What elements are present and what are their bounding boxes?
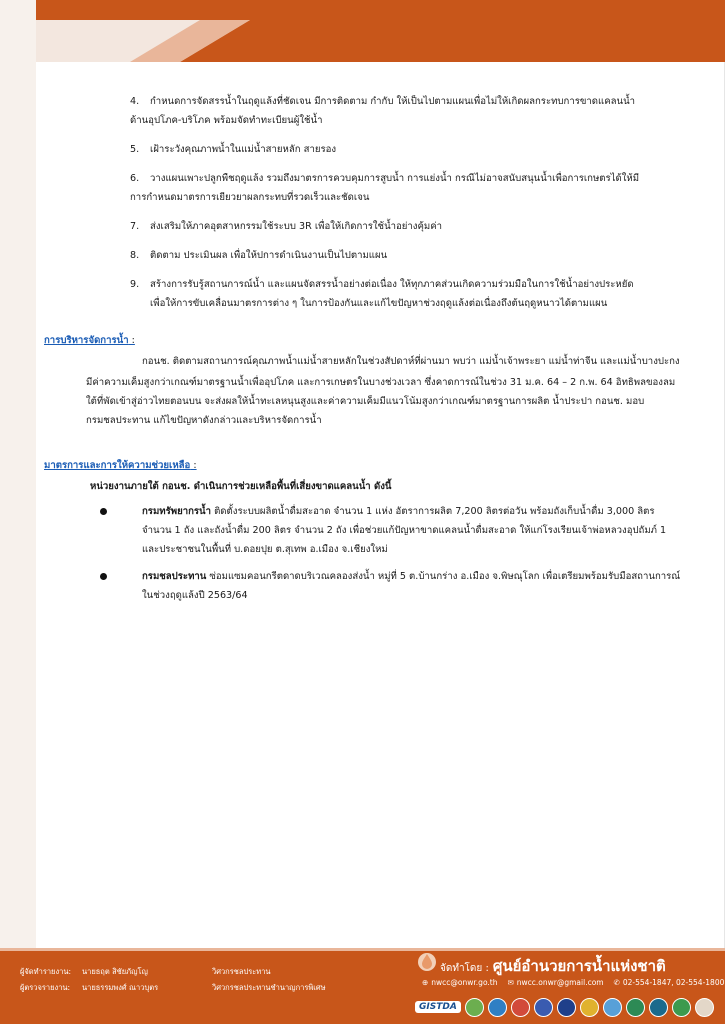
water-management-paragraph-cont: มีค่าความเค็มสูงกว่าเกณฑ์มาตรฐานน้ำเพื่ออุปโภค และการเกษตรในบางช่วงเวลา ซึ่งคาดการณ์ในช่วง 31 ม.ค. 64 – 2 ก.พ. 64 อิทธิพลของลมใต้ที่พัดเข้าสู่อ่าวไทยตอนบน จะส่งผลให้น้ำทะเลหนุนสูงและค่าความเค็มมีแนวโน้มสูงกว่าเกณฑ์มาตรฐานการผลิต น้ำประปา กอนช. มอบกรมชลประทาน แก้ไขปัญหาดังกล่าวและบริหารจัดการน้ำ	[86, 377, 676, 426]
measure-item	[44, 275, 684, 313]
item-text: วางแผนเพาะปลูกพืชฤดูแล้ง รวมถึงมาตรการควบคุมการสูบน้ำ การแย่งน้ำ กรณีไม่อาจสนับสนุนน้ำเพื่อการเกษตรได้ให้มี	[150, 173, 640, 184]
measure-item	[44, 246, 684, 265]
partner-logo-icon	[695, 998, 714, 1017]
document-body	[44, 92, 684, 605]
bullet-text: ซ่อมแซมคอนกรีตดาดบริเวณคลองส่งน้ำ หมู่ที่ 5 ต.บ้านกร่าง อ.เมือง จ.พิษณุโลก เพื่อเตรียมพร้อมรับมือสถานการณ์ในช่วงฤดูแล้งปี 2563/64	[142, 571, 681, 601]
partner-logo-icon	[488, 998, 507, 1017]
measure-item	[44, 140, 684, 159]
page-footer	[0, 948, 725, 1024]
item-number: 6.	[130, 173, 140, 184]
credit-row-preparer: ผู้จัดทำรายงาน: นายธฤต สิชัยภัญโญ วิศวกรชลประทาน	[20, 967, 271, 976]
partner-logo-icon	[649, 998, 668, 1017]
agency-name: กรมชลประทาน	[142, 571, 207, 582]
item-number: 7.	[130, 221, 140, 232]
item-text: ติดตาม ประเมินผล เพื่อให้ปการดำเนินงานเป็นไปตามแผน	[150, 250, 388, 261]
header-band	[0, 0, 725, 62]
measure-item	[44, 92, 684, 130]
partner-logo-icon	[511, 998, 530, 1017]
assistance-bullets	[44, 502, 684, 605]
partner-logo-icon	[465, 998, 484, 1017]
section-heading-water-management[interactable]: การบริหารจัดการน้ำ :	[44, 335, 135, 346]
left-margin-strip	[0, 0, 36, 948]
contact-email-2[interactable]: ✉ nwcc.onwr@gmail.com	[507, 978, 604, 987]
mail-icon: ✉	[507, 978, 514, 987]
item-text: สร้างการรับรู้สถานการณ์น้ำ และแผนจัดสรรน้ำอย่างต่อเนื่อง ให้ทุกภาคส่วนเกิดความร่วมมือในการใช้น้ำอย่างประหยัด	[150, 279, 634, 290]
partner-logo-icon	[557, 998, 576, 1017]
partner-logo-icon	[534, 998, 553, 1017]
bullet-dot-icon	[100, 508, 107, 515]
item-text-continued: ด้านอุปโภค-บริโภค พร้อมจัดทำทะเบียนผู้ใช้น้ำ	[130, 115, 323, 126]
globe-icon: ⊕	[422, 978, 429, 987]
water-drop-logo-icon	[416, 950, 438, 972]
item-text: ส่งเสริมให้ภาคอุตสาหกรรมใช้ระบบ 3R เพื่อให้เกิดการใช้น้ำอย่างคุ้มค่า	[150, 221, 443, 232]
partner-logo-icon	[580, 998, 599, 1017]
assistance-bullet-item	[44, 567, 684, 605]
gistda-logo: GISTDA	[415, 1001, 461, 1013]
item-number: 9.	[130, 279, 140, 290]
partner-logo-icon	[603, 998, 622, 1017]
item-number: 4.	[130, 96, 140, 107]
bullet-text: ติดตั้งระบบผลิตน้ำดื่มสะอาด จำนวน 1 แห่ง อัตราการผลิต 7,200 ลิตรต่อวัน พร้อมถังเก็บน้ำดื่ม 3,000 ลิตร จำนวน 1 ถัง และถังน้ำดื่ม 200 ลิตร จำนวน 2 ถัง เพื่อช่วยแก้ปัญหาขาดแคลนน้ำดื่มสะอาด ให้แก่โรงเรียนเจ้าพ่อหลวงอุปถัมภ์ 1 และประชาชนในพื้นที่ บ.ดอยปุย ต.สุเทพ อ.เมือง จ.เชียงใหม่	[142, 506, 667, 555]
water-management-paragraph: กอนช. ติดตามสถานการณ์คุณภาพน้ำแม่น้ำสายหลักในช่วงสัปดาห์ที่ผ่านมา พบว่า แม่น้ำเจ้าพระยา แม่น้ำท่าจีน และแม่น้ำบางปะกง	[142, 356, 680, 367]
partner-logo-icon	[626, 998, 645, 1017]
phone-icon: ✆	[613, 978, 620, 987]
footer-credits	[20, 964, 326, 996]
assistance-bullet-item	[44, 502, 684, 559]
measure-item	[44, 169, 684, 207]
item-text: กำหนดการจัดสรรน้ำในฤดูแล้งที่ชัดเจน มีการติดตาม กำกับ ให้เป็นไปตามแผนเพื่อไม่ให้เกิดผลกระทบการขาดแคลนน้ำ	[150, 96, 636, 107]
contact-email-1[interactable]: ⊕ nwcc@onwr.go.th	[422, 978, 498, 987]
assistance-subheading: หน่วยงานภายใต้ กอนช. ดำเนินการช่วยเหลือพื้นที่เสี่ยงขาดแคลนน้ำ ดังนี้	[90, 481, 392, 492]
item-number: 8.	[130, 250, 140, 261]
measure-item	[44, 217, 684, 236]
item-number: 5.	[130, 144, 140, 155]
measures-list	[44, 92, 684, 313]
item-text-continued: การกำหนดมาตรการเยียวยาผลกระทบที่รวดเร็วและชัดเจน	[130, 192, 370, 203]
item-text: เฝ้าระวังคุณภาพน้ำในแม่น้ำสายหลัก สายรอง	[150, 144, 337, 155]
item-text-continued: เพื่อให้การขับเคลื่อนมาตรการต่าง ๆ ในการป้องกันและแก้ไขปัญหาช่วงฤดูแล้งต่อเนื่องถึงต้นฤดูหนาวได้ตามแผน	[150, 298, 608, 309]
org-title: จัดทำโดย : ศูนย์อำนวยการน้ำแห่งชาติ	[440, 957, 666, 975]
section-heading-assistance[interactable]: มาตรการและการให้ความช่วยเหลือ :	[44, 460, 197, 471]
agency-name: กรมทรัพยากรน้ำ	[142, 506, 212, 517]
contact-phone[interactable]: ✆ 02-554-1847, 02-554-1800	[613, 978, 725, 987]
contact-row	[422, 978, 724, 987]
credit-row-reviewer: ผู้ตรวจรายงาน: นายธรรมพงศ์ ณาวบุตร วิศวกรชลประทานชำนาญการพิเศษ	[20, 983, 326, 992]
bullet-dot-icon	[100, 573, 107, 580]
partner-logo-icon	[672, 998, 691, 1017]
partner-logos	[415, 994, 715, 1020]
